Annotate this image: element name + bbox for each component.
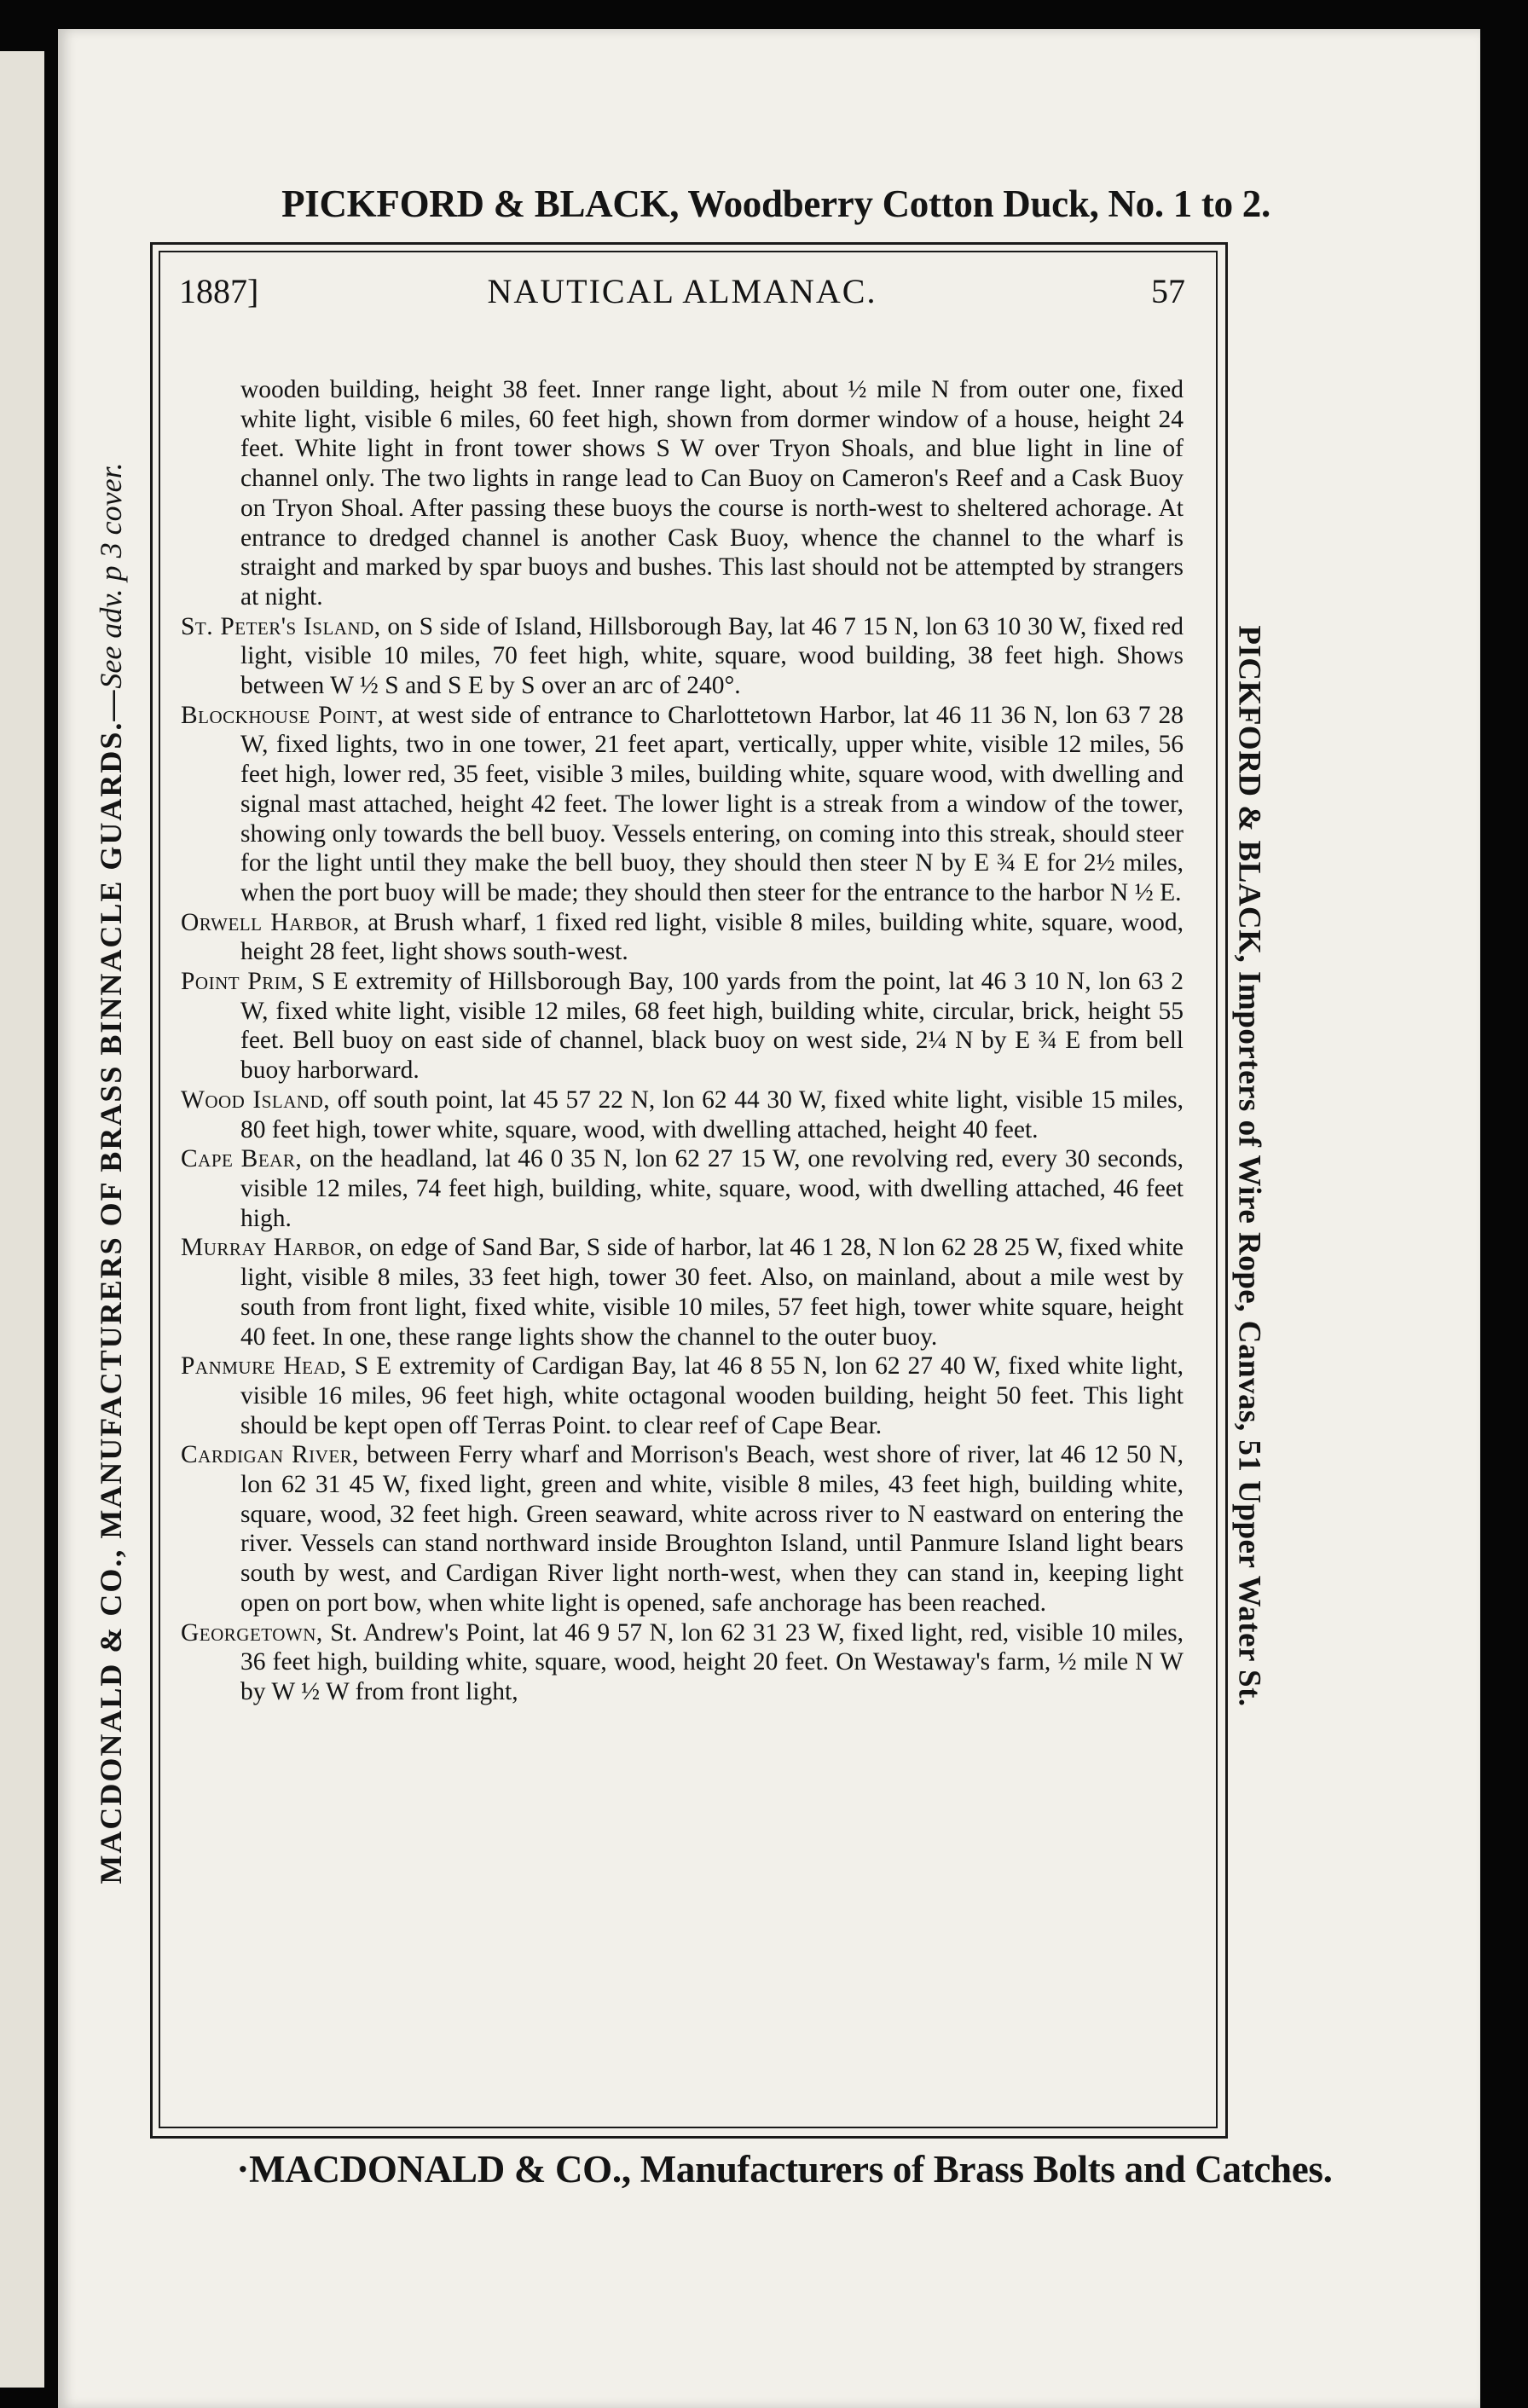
entry-name: Murray Harbor, <box>181 1234 363 1262</box>
lighthouse-entries <box>181 375 1184 1707</box>
header-year: 1887] <box>179 272 259 310</box>
right-margin-advertisement: PICKFORD & BLACK, Importers of Wire Rope, Canvas, 51 Upper Water St. <box>1231 625 1267 1707</box>
header-title: NAUTICAL ALMANAC. <box>487 272 877 310</box>
entry-continued <box>181 375 1184 612</box>
entry-name: Orwell Harbor, <box>181 908 360 936</box>
entry-text: on edge of Sand Bar, S side of harbor, lat 46 1 28, N lon 62 28 25 W, fixed white light, visible 8 miles, 33 feet high, tower 30 feet. Also, on mainland, about a mile west by south from front light, fixed white, visible 10 miles, 57 feet high, tower white square, height 40 feet. In one, these range lights show the channel to the outer buoy. <box>240 1234 1184 1351</box>
entry-cardigan-river <box>181 1440 1184 1618</box>
left-ad-text: MACDONALD & CO., MANUFACTURERS OF BRASS BINNACLE GUARDS.— <box>94 688 128 1884</box>
entry-point-prim <box>181 967 1184 1085</box>
entry-orwell-harbor <box>181 908 1184 967</box>
entry-text: at Brush wharf, 1 fixed red light, visible 8 miles, building white, square, wood, height 28 feet, light shows south-west. <box>240 908 1184 966</box>
adjacent-page-edge <box>0 51 44 2388</box>
bottom-advertisement: ·MACDONALD & CO., Manufacturers of Brass Bolts and Catches. <box>236 2148 1333 2191</box>
entry-name: Cape Bear, <box>181 1145 303 1173</box>
entry-text: wooden building, height 38 feet. Inner range light, about ½ mile N from outer one, fixed white light, visible 6 miles, 60 feet high, shown from dormer window of a house, height 24 feet. White light in front tower shows S W over Tryon Shoals, and blue light in line of channel only. The two lights in range lead to Can Buoy on Cameron's Reef and a Cask Buoy on Tryon Shoal. After passing these buoys the course is north-west to sheltered achorage. At entrance to dredged channel is another Cask Buoy, whence the channel to the wharf is straight and marked by spar buoys and bushes. This last should not be attempted by strangers at night. <box>240 376 1184 611</box>
entry-panmure-head <box>181 1352 1184 1440</box>
entry-name: Cardigan River, <box>181 1441 360 1469</box>
left-margin-advertisement <box>93 321 129 2026</box>
entry-text: S E extremity of Cardigan Bay, lat 46 8 55 N, lon 62 27 40 W, fixed white light, visible 16 miles, 96 feet high, white octagonal wooden building, height 50 feet. This light should be kept open off Terras Point. to clear reef of Cape Bear. <box>240 1352 1184 1439</box>
running-header <box>179 271 1185 319</box>
entry-wood-island <box>181 1085 1184 1144</box>
entry-name: Georgetown, <box>181 1618 323 1647</box>
entry-blockhouse-point <box>181 701 1184 908</box>
top-advertisement: PICKFORD & BLACK, Woodberry Cotton Duck, No. 1 to 2. <box>281 182 1270 225</box>
entry-murray-harbor <box>181 1233 1184 1352</box>
entry-text: between Ferry wharf and Morrison's Beach, west shore of river, lat 46 12 50 N, lon 62 31 45 W, fixed light, green and white, visible 8 miles, 43 feet high, building white, square, wood, 32 feet high. Green seaward, white across river to N eastward on entering the river. Vessels can stand northward inside Broughton Island, until Panmure Island light bears south by west, and Cardigan River light north-west, when they can stand in, keeping light open on port bow, when white light is opened, safe anchorage has been reached. <box>240 1441 1184 1617</box>
entry-name: Blockhouse Point, <box>181 701 385 729</box>
left-ad-note: See adv. p 3 cover. <box>94 462 128 689</box>
entry-text: at west side of entrance to Charlottetown Harbor, lat 46 11 36 N, lon 63 7 28 W, fixed lights, two in one tower, 21 feet apart, vertically, upper white, visible 12 miles, 56 feet high, lower red, 35 feet, visible 3 miles, building white, square wood, with dwelling and signal mast attached, height 42 feet. The lower light is a streak from a window of the tower, showing only towards the bell buoy. Vessels entering, on coming into this streak, should steer for the light until they make the bell buoy, they should then steer N by E ¾ E for 2½ miles, when the port buoy will be made; they should then steer for the entrance to the harbor N ½ E. <box>240 701 1184 906</box>
entry-name: Panmure Head, <box>181 1352 347 1381</box>
entry-georgetown <box>181 1618 1184 1707</box>
entry-name: Point Prim, <box>181 968 304 996</box>
entry-st-peters-island <box>181 612 1184 701</box>
entry-cape-bear <box>181 1144 1184 1233</box>
entry-text: St. Andrew's Point, lat 46 9 57 N, lon 62 31 23 W, fixed light, red, visible 10 miles, 36 feet high, building white, square, wood, height 20 feet. On Westaway's farm, ½ mile N W by W ½ W from front light, <box>240 1618 1184 1705</box>
entry-text: S E extremity of Hillsborough Bay, 100 yards from the point, lat 46 3 10 N, lon 63 2 W, fixed white light, visible 12 miles, 68 feet high, building white, circular, brick, height 55 feet. Bell buoy on east side of channel, black buoy on west side, 2¼ N by E ¾ E from bell buoy harborward. <box>240 968 1184 1085</box>
entry-text: off south point, lat 45 57 22 N, lon 62 44 30 W, fixed white light, visible 15 miles, 80 feet high, tower white, square, wood, with dwelling attached, height 40 feet. <box>240 1085 1184 1143</box>
page-number: 57 <box>1151 272 1185 310</box>
entry-name: St. Peter's Island, <box>181 612 381 640</box>
entry-text: on S side of Island, Hillsborough Bay, lat 46 7 15 N, lon 63 10 30 W, fixed red light, visible 10 miles, 70 feet high, white, square, wood building, 38 feet high. Shows between W ½ S and S E by S over an arc of 240°. <box>240 612 1184 700</box>
entry-text: on the headland, lat 46 0 35 N, lon 62 27 15 W, one revolving red, every 30 seconds, visible 12 miles, 74 feet high, building, white, square, wood, with dwelling attached, 46 feet high. <box>240 1145 1184 1232</box>
entry-name: Wood Island, <box>181 1085 331 1114</box>
